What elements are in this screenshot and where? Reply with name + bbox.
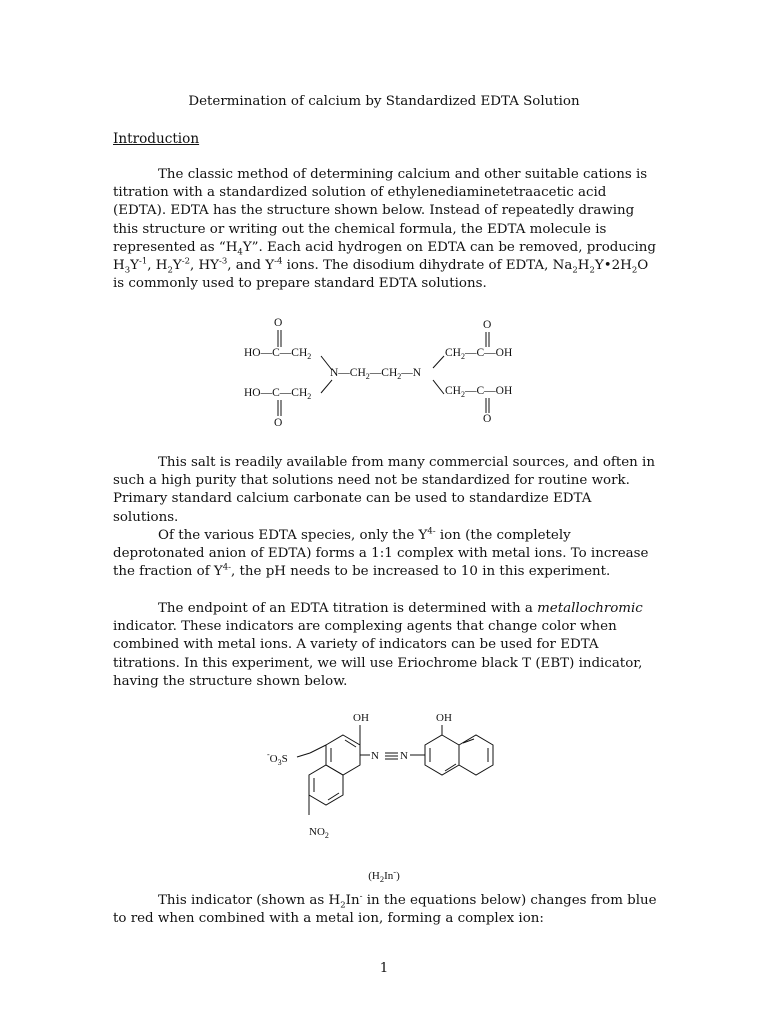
svg-text:HO—C—CH2 [244,387,311,401]
ebt-oh-right: OH [436,712,452,724]
ebt-azo-n2: N [400,750,408,762]
edta-label: 2 [460,390,465,399]
ebt-label: O [269,753,278,765]
paragraph-indicator: The endpoint of an EDTA titration is determined with a metallochromic indicator. These indicators are complexing agents that change color when combined with metal ions. A variety of indicators can be used for EDTA titrations. In this experiment, we will use Eriochrome black T (EBT) indicator, having the structure shown below. [113,601,643,689]
edta-label: —C—OH [464,347,513,359]
ebt-azo-n1: N [371,750,379,762]
ebt-label: S [281,753,288,765]
svg-text:CH2—C—OH [445,347,512,361]
ebt-structure-diagram [265,705,515,845]
edta-o-bottom-right: O [483,413,492,425]
ebt-label: 2 [324,831,329,840]
paragraph-salt: This salt is readily available from many commercial sources, and often in such a high purity that solutions need not be standardized for routine work. Primary standard calcium carbonate can be used to standardize EDTA solutions. [113,455,655,525]
edta-label: —CH [369,367,398,379]
ebt-label: 3 [277,758,282,767]
document-title: Determination of calcium by Standardized EDTA Solution [188,94,580,109]
edta-label: N—CH [330,367,366,379]
svg-text:HO—C—CH2 [244,347,311,361]
ebt-oh-left: OH [353,712,369,724]
edta-o-bottom-left: O [274,417,283,429]
edta-label: 2 [307,352,312,361]
svg-text:N—CH2—CH2—N [330,367,422,381]
paragraph-color-change: This indicator (shown as $H_2In^-$ in the equations below) changes from blue to red when combined with a metal ion, forming a complex ion: [113,891,657,927]
edta-structure-diagram [230,310,540,430]
paragraph-intro: The classic method of determining calcium and other suitable cations is titration with a standardized solution of ethylenediaminetetraacetic acid (EDTA). EDTA has the structure shown below. Instead of repeatedly drawing this structure or writing out the chemical formula, the EDTA molecule is represented as “$H_4Y$”. Each acid hydrogen on EDTA can be removed, producing $H_3Y^{-1}$, $H_2Y^{-2}$, $HY^{-3}$, and $Y^{-4}$ ions. The disodium dihydrate of EDTA, $Na_2H_2Y•2H_2O$ is commonly used to prepare standard EDTA solutions. [113,167,656,292]
section-heading-introduction: Introduction [113,131,200,147]
svg-text:NO2 [309,826,329,840]
ebt-label: - [267,750,270,759]
svg-text:-O3S [267,750,288,767]
paragraph-species: Of the various EDTA species, only the $Y^{4-}$ ion (the completely deprotonated anion of EDTA) forms a 1:1 complex with metal ions. To increase the fraction of $Y^{4-}$, the pH needs to be increased to 10 in this experiment. [113,526,649,580]
edta-label: 2 [397,372,402,381]
edta-label: HO—C—CH [244,387,308,399]
ebt-caption: $(H_2In^-)$ [368,866,400,885]
edta-label: HO—C—CH [244,347,308,359]
edta-label: —C—OH [464,385,513,397]
ebt-label: NO [309,826,325,838]
edta-label: 2 [307,392,312,401]
edta-label: CH [445,385,461,397]
edta-o-top-left: O [274,317,283,329]
edta-label: —N [401,367,422,379]
page-number: 1 [379,961,389,976]
edta-label: CH [445,347,461,359]
edta-label: 2 [460,352,465,361]
edta-o-top-right: O [483,319,492,331]
edta-label: 2 [365,372,370,381]
svg-text:CH2—C—OH [445,385,512,399]
